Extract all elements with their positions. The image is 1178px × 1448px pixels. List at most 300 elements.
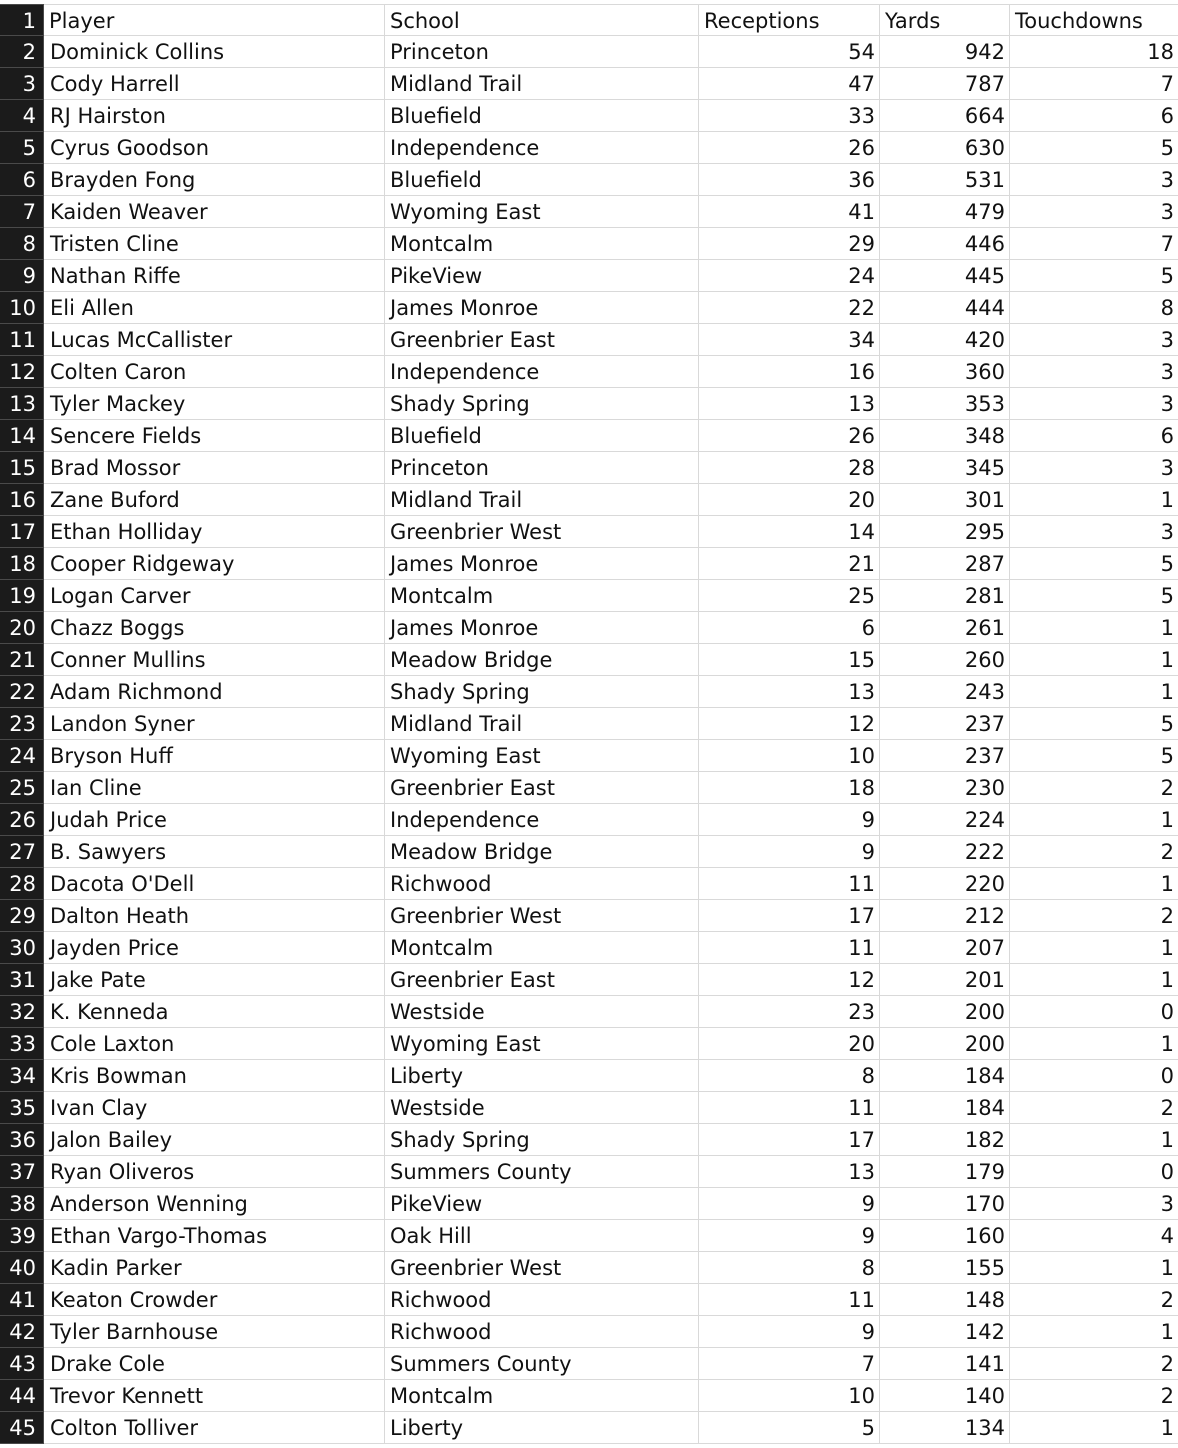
table-row [0, 996, 1178, 1028]
cell-yards[interactable]: 237 [880, 708, 1010, 740]
cell-touchdowns[interactable]: 1 [1010, 1124, 1178, 1156]
row-number[interactable]: 5 [0, 132, 44, 164]
row-number[interactable]: 31 [0, 964, 44, 996]
cell-school[interactable]: James Monroe [385, 292, 699, 324]
cell-touchdowns[interactable]: 2 [1010, 836, 1178, 868]
cell-receptions[interactable]: 9 [699, 836, 880, 868]
cell-yards[interactable]: 664 [880, 100, 1010, 132]
row-number[interactable]: 6 [0, 164, 44, 196]
cell-yards[interactable]: 170 [880, 1188, 1010, 1220]
cell-receptions[interactable]: 7 [699, 1348, 880, 1380]
row-number[interactable]: 42 [0, 1316, 44, 1348]
cell-player[interactable]: Ryan Oliveros [44, 1156, 385, 1188]
cell-player[interactable]: Lucas McCallister [44, 324, 385, 356]
row-number[interactable]: 12 [0, 356, 44, 388]
cell-player[interactable]: Logan Carver [44, 580, 385, 612]
cell-yards[interactable]: 200 [880, 996, 1010, 1028]
cell-school[interactable]: PikeView [385, 260, 699, 292]
cell-school[interactable]: Bluefield [385, 164, 699, 196]
row-number[interactable]: 2 [0, 36, 44, 68]
cell-receptions[interactable]: 9 [699, 1316, 880, 1348]
cell-yards[interactable]: 184 [880, 1060, 1010, 1092]
cell-yards[interactable]: 201 [880, 964, 1010, 996]
table-row [0, 1060, 1178, 1092]
cell-touchdowns[interactable]: 5 [1010, 708, 1178, 740]
cell-yards[interactable]: 260 [880, 644, 1010, 676]
cell-player[interactable]: Colton Tolliver [44, 1412, 385, 1444]
cell-school[interactable]: Richwood [385, 868, 699, 900]
cell-school[interactable]: Midland Trail [385, 484, 699, 516]
cell-player[interactable]: Ivan Clay [44, 1092, 385, 1124]
cell-receptions[interactable]: 6 [699, 612, 880, 644]
cell-touchdowns[interactable]: 18 [1010, 36, 1178, 68]
cell-yards[interactable]: 630 [880, 132, 1010, 164]
cell-school[interactable]: Independence [385, 356, 699, 388]
cell-school[interactable]: Richwood [385, 1316, 699, 1348]
cell-receptions[interactable]: 54 [699, 36, 880, 68]
row-number[interactable]: 21 [0, 644, 44, 676]
cell-touchdowns[interactable]: 5 [1010, 260, 1178, 292]
cell-receptions[interactable]: 22 [699, 292, 880, 324]
row-number[interactable]: 9 [0, 260, 44, 292]
cell-school[interactable]: Montcalm [385, 228, 699, 260]
table-row [0, 1348, 1178, 1380]
cell-touchdowns[interactable]: 1 [1010, 484, 1178, 516]
cell-school[interactable]: Wyoming East [385, 1028, 699, 1060]
cell-receptions[interactable]: 14 [699, 516, 880, 548]
cell-receptions[interactable]: 24 [699, 260, 880, 292]
cell-school[interactable]: James Monroe [385, 612, 699, 644]
row-number[interactable]: 33 [0, 1028, 44, 1060]
table-row [0, 36, 1178, 68]
row-number[interactable]: 18 [0, 548, 44, 580]
table-row [0, 292, 1178, 324]
table-row [0, 484, 1178, 516]
cell-receptions[interactable]: 11 [699, 932, 880, 964]
cell-player[interactable]: Jayden Price [44, 932, 385, 964]
cell-player[interactable]: Sencere Fields [44, 420, 385, 452]
cell-school[interactable]: Midland Trail [385, 68, 699, 100]
cell-yards[interactable]: 207 [880, 932, 1010, 964]
table-row [0, 100, 1178, 132]
table-row [0, 1316, 1178, 1348]
cell-player[interactable]: Brad Mossor [44, 452, 385, 484]
cell-receptions[interactable]: 18 [699, 772, 880, 804]
row-number[interactable]: 41 [0, 1284, 44, 1316]
cell-yards[interactable]: 531 [880, 164, 1010, 196]
cell-touchdowns[interactable]: 5 [1010, 740, 1178, 772]
table-row [0, 932, 1178, 964]
cell-player[interactable]: Tristen Cline [44, 228, 385, 260]
cell-receptions[interactable]: 21 [699, 548, 880, 580]
row-number[interactable]: 20 [0, 612, 44, 644]
row-number[interactable]: 16 [0, 484, 44, 516]
cell-yards[interactable]: 224 [880, 804, 1010, 836]
cell-receptions[interactable]: 10 [699, 1380, 880, 1412]
cell-receptions[interactable]: 13 [699, 388, 880, 420]
cell-touchdowns[interactable]: 1 [1010, 964, 1178, 996]
row-number[interactable]: 38 [0, 1188, 44, 1220]
row-number[interactable]: 30 [0, 932, 44, 964]
cell-player[interactable]: Dalton Heath [44, 900, 385, 932]
cell-receptions[interactable]: 36 [699, 164, 880, 196]
cell-player[interactable]: Ethan Holliday [44, 516, 385, 548]
cell-touchdowns[interactable]: 3 [1010, 164, 1178, 196]
cell-yards[interactable]: 142 [880, 1316, 1010, 1348]
cell-school[interactable]: Westside [385, 996, 699, 1028]
table-row [0, 548, 1178, 580]
cell-player[interactable]: K. Kenneda [44, 996, 385, 1028]
cell-school[interactable]: Summers County [385, 1156, 699, 1188]
cell-school[interactable]: Liberty [385, 1412, 699, 1444]
cell-yards[interactable]: 348 [880, 420, 1010, 452]
row-number[interactable]: 3 [0, 68, 44, 100]
cell-receptions[interactable]: 13 [699, 676, 880, 708]
cell-school[interactable]: Independence [385, 132, 699, 164]
cell-yards[interactable]: 179 [880, 1156, 1010, 1188]
cell-receptions[interactable]: 12 [699, 708, 880, 740]
cell-school[interactable]: Summers County [385, 1348, 699, 1380]
row-number[interactable]: 10 [0, 292, 44, 324]
cell-player[interactable]: Nathan Riffe [44, 260, 385, 292]
cell-yards[interactable]: 155 [880, 1252, 1010, 1284]
cell-school[interactable]: Liberty [385, 1060, 699, 1092]
cell-touchdowns[interactable]: 8 [1010, 292, 1178, 324]
cell-yards[interactable]: 200 [880, 1028, 1010, 1060]
table-row [0, 1092, 1178, 1124]
cell-school[interactable]: Wyoming East [385, 196, 699, 228]
table-row [0, 772, 1178, 804]
cell-touchdowns[interactable]: 0 [1010, 1060, 1178, 1092]
cell-player[interactable]: Conner Mullins [44, 644, 385, 676]
cell-touchdowns[interactable]: 6 [1010, 100, 1178, 132]
cell-yards[interactable]: 281 [880, 580, 1010, 612]
cell-touchdowns[interactable]: 1 [1010, 804, 1178, 836]
cell-player[interactable]: Kris Bowman [44, 1060, 385, 1092]
row-number[interactable]: 19 [0, 580, 44, 612]
table-row [0, 132, 1178, 164]
cell-player[interactable]: Brayden Fong [44, 164, 385, 196]
cell-receptions[interactable]: 9 [699, 1220, 880, 1252]
table-row [0, 676, 1178, 708]
cell-yards[interactable]: 261 [880, 612, 1010, 644]
cell-touchdowns[interactable]: 3 [1010, 324, 1178, 356]
cell-school[interactable]: Shady Spring [385, 676, 699, 708]
cell-school[interactable]: Shady Spring [385, 388, 699, 420]
cell-touchdowns[interactable]: 5 [1010, 580, 1178, 612]
cell-player[interactable]: Trevor Kennett [44, 1380, 385, 1412]
column-header-school[interactable]: School [385, 4, 699, 36]
cell-yards[interactable]: 420 [880, 324, 1010, 356]
table-row [0, 580, 1178, 612]
row-number[interactable]: 23 [0, 708, 44, 740]
cell-school[interactable]: PikeView [385, 1188, 699, 1220]
cell-school[interactable]: Midland Trail [385, 708, 699, 740]
cell-receptions[interactable]: 25 [699, 580, 880, 612]
cell-player[interactable]: Jake Pate [44, 964, 385, 996]
row-number[interactable]: 25 [0, 772, 44, 804]
cell-school[interactable]: Greenbrier East [385, 324, 699, 356]
cell-receptions[interactable]: 13 [699, 1156, 880, 1188]
cell-school[interactable]: Bluefield [385, 100, 699, 132]
cell-touchdowns[interactable]: 3 [1010, 452, 1178, 484]
cell-receptions[interactable]: 9 [699, 804, 880, 836]
cell-touchdowns[interactable]: 3 [1010, 388, 1178, 420]
cell-yards[interactable]: 140 [880, 1380, 1010, 1412]
cell-player[interactable]: Judah Price [44, 804, 385, 836]
row-number[interactable]: 28 [0, 868, 44, 900]
cell-touchdowns[interactable]: 2 [1010, 900, 1178, 932]
cell-yards[interactable]: 148 [880, 1284, 1010, 1316]
cell-school[interactable]: Meadow Bridge [385, 644, 699, 676]
cell-player[interactable]: Tyler Mackey [44, 388, 385, 420]
row-number[interactable]: 7 [0, 196, 44, 228]
column-header-yards[interactable]: Yards [880, 4, 1010, 36]
cell-player[interactable]: Dominick Collins [44, 36, 385, 68]
cell-receptions[interactable]: 11 [699, 868, 880, 900]
cell-yards[interactable]: 182 [880, 1124, 1010, 1156]
row-number[interactable]: 45 [0, 1412, 44, 1444]
cell-touchdowns[interactable]: 2 [1010, 1348, 1178, 1380]
cell-touchdowns[interactable]: 4 [1010, 1220, 1178, 1252]
cell-touchdowns[interactable]: 1 [1010, 1252, 1178, 1284]
cell-receptions[interactable]: 9 [699, 1188, 880, 1220]
cell-player[interactable]: Bryson Huff [44, 740, 385, 772]
row-number[interactable]: 17 [0, 516, 44, 548]
cell-touchdowns[interactable]: 3 [1010, 356, 1178, 388]
cell-yards[interactable]: 345 [880, 452, 1010, 484]
cell-receptions[interactable]: 8 [699, 1060, 880, 1092]
cell-player[interactable]: Anderson Wenning [44, 1188, 385, 1220]
cell-touchdowns[interactable]: 7 [1010, 228, 1178, 260]
cell-touchdowns[interactable]: 1 [1010, 644, 1178, 676]
cell-school[interactable]: Westside [385, 1092, 699, 1124]
cell-yards[interactable]: 787 [880, 68, 1010, 100]
row-number[interactable]: 36 [0, 1124, 44, 1156]
cell-touchdowns[interactable]: 3 [1010, 196, 1178, 228]
cell-touchdowns[interactable]: 1 [1010, 1316, 1178, 1348]
cell-yards[interactable]: 230 [880, 772, 1010, 804]
cell-player[interactable]: B. Sawyers [44, 836, 385, 868]
table-row [0, 900, 1178, 932]
cell-yards[interactable]: 445 [880, 260, 1010, 292]
cell-touchdowns[interactable]: 7 [1010, 68, 1178, 100]
cell-player[interactable]: Ian Cline [44, 772, 385, 804]
cell-receptions[interactable]: 17 [699, 1124, 880, 1156]
table-row [0, 196, 1178, 228]
cell-yards[interactable]: 222 [880, 836, 1010, 868]
cell-receptions[interactable]: 15 [699, 644, 880, 676]
table-row [0, 1220, 1178, 1252]
table-row [0, 324, 1178, 356]
cell-receptions[interactable]: 10 [699, 740, 880, 772]
cell-school[interactable]: Montcalm [385, 932, 699, 964]
cell-touchdowns[interactable]: 1 [1010, 1028, 1178, 1060]
table-row [0, 1188, 1178, 1220]
cell-receptions[interactable]: 34 [699, 324, 880, 356]
cell-receptions[interactable]: 5 [699, 1412, 880, 1444]
row-number[interactable]: 15 [0, 452, 44, 484]
cell-touchdowns[interactable]: 1 [1010, 868, 1178, 900]
cell-school[interactable]: Independence [385, 804, 699, 836]
cell-school[interactable]: Greenbrier West [385, 900, 699, 932]
cell-receptions[interactable]: 23 [699, 996, 880, 1028]
cell-school[interactable]: Greenbrier West [385, 1252, 699, 1284]
row-number[interactable]: 26 [0, 804, 44, 836]
cell-receptions[interactable]: 11 [699, 1284, 880, 1316]
cell-player[interactable]: Chazz Boggs [44, 612, 385, 644]
cell-receptions[interactable]: 11 [699, 1092, 880, 1124]
cell-receptions[interactable]: 12 [699, 964, 880, 996]
cell-player[interactable]: Landon Syner [44, 708, 385, 740]
cell-school[interactable]: Meadow Bridge [385, 836, 699, 868]
cell-player[interactable]: Zane Buford [44, 484, 385, 516]
cell-yards[interactable]: 243 [880, 676, 1010, 708]
table-row [0, 260, 1178, 292]
cell-touchdowns[interactable]: 2 [1010, 772, 1178, 804]
cell-yards[interactable]: 160 [880, 1220, 1010, 1252]
cell-receptions[interactable]: 16 [699, 356, 880, 388]
cell-yards[interactable]: 353 [880, 388, 1010, 420]
cell-touchdowns[interactable]: 3 [1010, 516, 1178, 548]
cell-touchdowns[interactable]: 1 [1010, 612, 1178, 644]
cell-touchdowns[interactable]: 5 [1010, 548, 1178, 580]
cell-yards[interactable]: 212 [880, 900, 1010, 932]
cell-player[interactable]: Adam Richmond [44, 676, 385, 708]
row-number[interactable]: 27 [0, 836, 44, 868]
row-number[interactable]: 24 [0, 740, 44, 772]
cell-yards[interactable]: 134 [880, 1412, 1010, 1444]
cell-school[interactable]: Montcalm [385, 580, 699, 612]
cell-player[interactable]: Eli Allen [44, 292, 385, 324]
cell-touchdowns[interactable]: 6 [1010, 420, 1178, 452]
cell-yards[interactable]: 360 [880, 356, 1010, 388]
row-number[interactable]: 32 [0, 996, 44, 1028]
cell-player[interactable]: Cole Laxton [44, 1028, 385, 1060]
cell-receptions[interactable]: 8 [699, 1252, 880, 1284]
table-row [0, 228, 1178, 260]
row-number[interactable]: 40 [0, 1252, 44, 1284]
table-row [0, 164, 1178, 196]
cell-yards[interactable]: 141 [880, 1348, 1010, 1380]
cell-yards[interactable]: 301 [880, 484, 1010, 516]
cell-player[interactable]: Dacota O'Dell [44, 868, 385, 900]
cell-player[interactable]: Keaton Crowder [44, 1284, 385, 1316]
cell-touchdowns[interactable]: 5 [1010, 132, 1178, 164]
row-number[interactable]: 11 [0, 324, 44, 356]
cell-school[interactable]: Greenbrier East [385, 772, 699, 804]
cell-touchdowns[interactable]: 2 [1010, 1380, 1178, 1412]
row-number[interactable]: 39 [0, 1220, 44, 1252]
column-header-receptions[interactable]: Receptions [699, 4, 880, 36]
cell-touchdowns[interactable]: 1 [1010, 932, 1178, 964]
cell-yards[interactable]: 446 [880, 228, 1010, 260]
cell-yards[interactable]: 184 [880, 1092, 1010, 1124]
cell-receptions[interactable]: 17 [699, 900, 880, 932]
cell-touchdowns[interactable]: 1 [1010, 1412, 1178, 1444]
cell-school[interactable]: Wyoming East [385, 740, 699, 772]
cell-yards[interactable]: 444 [880, 292, 1010, 324]
cell-player[interactable]: Ethan Vargo-Thomas [44, 1220, 385, 1252]
row-number[interactable]: 1 [0, 4, 44, 36]
cell-school[interactable]: Oak Hill [385, 1220, 699, 1252]
cell-touchdowns[interactable]: 2 [1010, 1284, 1178, 1316]
cell-player[interactable]: Kaiden Weaver [44, 196, 385, 228]
cell-touchdowns[interactable]: 1 [1010, 676, 1178, 708]
cell-school[interactable]: Richwood [385, 1284, 699, 1316]
cell-school[interactable]: Montcalm [385, 1380, 699, 1412]
cell-yards[interactable]: 237 [880, 740, 1010, 772]
cell-receptions[interactable]: 26 [699, 420, 880, 452]
table-row [0, 1412, 1178, 1444]
table-row [0, 388, 1178, 420]
cell-yards[interactable]: 479 [880, 196, 1010, 228]
row-number[interactable]: 44 [0, 1380, 44, 1412]
cell-player[interactable]: RJ Hairston [44, 100, 385, 132]
cell-school[interactable]: Princeton [385, 36, 699, 68]
cell-receptions[interactable]: 20 [699, 484, 880, 516]
row-number[interactable]: 35 [0, 1092, 44, 1124]
cell-player[interactable]: Jalon Bailey [44, 1124, 385, 1156]
cell-player[interactable]: Cooper Ridgeway [44, 548, 385, 580]
row-number[interactable]: 8 [0, 228, 44, 260]
row-number[interactable]: 34 [0, 1060, 44, 1092]
table-row [0, 1284, 1178, 1316]
cell-receptions[interactable]: 26 [699, 132, 880, 164]
table-row [0, 868, 1178, 900]
cell-player[interactable]: Drake Cole [44, 1348, 385, 1380]
cell-receptions[interactable]: 33 [699, 100, 880, 132]
cell-receptions[interactable]: 47 [699, 68, 880, 100]
cell-receptions[interactable]: 20 [699, 1028, 880, 1060]
row-number[interactable]: 22 [0, 676, 44, 708]
cell-player[interactable]: Cyrus Goodson [44, 132, 385, 164]
table-row [0, 644, 1178, 676]
cell-player[interactable]: Colten Caron [44, 356, 385, 388]
row-number[interactable]: 37 [0, 1156, 44, 1188]
cell-yards[interactable]: 220 [880, 868, 1010, 900]
cell-school[interactable]: Bluefield [385, 420, 699, 452]
row-number[interactable]: 29 [0, 900, 44, 932]
column-header-touchdowns[interactable]: Touchdowns [1010, 4, 1178, 36]
row-number[interactable]: 4 [0, 100, 44, 132]
cell-school[interactable]: Greenbrier West [385, 516, 699, 548]
row-number[interactable]: 43 [0, 1348, 44, 1380]
cell-school[interactable]: James Monroe [385, 548, 699, 580]
row-number[interactable]: 14 [0, 420, 44, 452]
cell-touchdowns[interactable]: 0 [1010, 996, 1178, 1028]
cell-school[interactable]: Princeton [385, 452, 699, 484]
cell-player[interactable]: Kadin Parker [44, 1252, 385, 1284]
cell-yards[interactable]: 942 [880, 36, 1010, 68]
cell-yards[interactable]: 295 [880, 516, 1010, 548]
cell-touchdowns[interactable]: 0 [1010, 1156, 1178, 1188]
cell-receptions[interactable]: 41 [699, 196, 880, 228]
cell-receptions[interactable]: 28 [699, 452, 880, 484]
cell-school[interactable]: Shady Spring [385, 1124, 699, 1156]
table-row [0, 1252, 1178, 1284]
cell-receptions[interactable]: 29 [699, 228, 880, 260]
column-header-player[interactable]: Player [44, 4, 385, 36]
cell-yards[interactable]: 287 [880, 548, 1010, 580]
cell-touchdowns[interactable]: 2 [1010, 1092, 1178, 1124]
cell-player[interactable]: Cody Harrell [44, 68, 385, 100]
row-number[interactable]: 13 [0, 388, 44, 420]
cell-player[interactable]: Tyler Barnhouse [44, 1316, 385, 1348]
cell-touchdowns[interactable]: 3 [1010, 1188, 1178, 1220]
cell-school[interactable]: Greenbrier East [385, 964, 699, 996]
table-row [0, 804, 1178, 836]
